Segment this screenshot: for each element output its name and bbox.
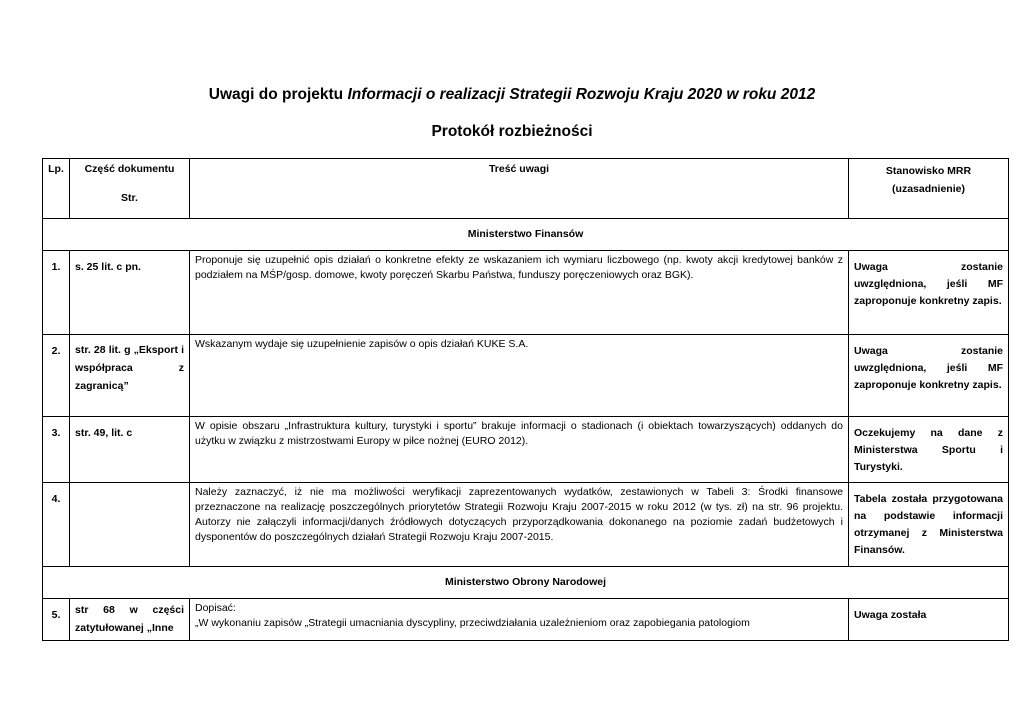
row-position: Uwaga zostanie uwzględniona, jeśli MF zaproponuje konkretny zapis. (849, 335, 1009, 417)
table-row (43, 599, 1009, 641)
header-position (849, 159, 1009, 219)
row-text-line2: „W wykonaniu zapisów „Strategii umacniania dyscypliny, przeciwdziałania uzależnieniom oraz zapobiegania patologiom (195, 617, 750, 629)
row-lp: 3. (43, 417, 70, 483)
row-part: str. 28 lit. g „Eksport i współpraca z zagranicą” (70, 335, 190, 417)
remarks-table (42, 158, 1009, 641)
title-prefix: Uwagi do projektu (208, 86, 348, 103)
row-part (70, 483, 190, 567)
document-title (0, 86, 1024, 104)
header-part (70, 159, 190, 219)
document-subtitle: Protokół rozbieżności (431, 123, 593, 140)
header-pos-line2: (uzasadnienie) (892, 183, 965, 195)
section-row (43, 219, 1009, 251)
row-part: str. 49, lit. c (70, 417, 190, 483)
header-part-line2: Str. (121, 192, 138, 204)
row-lp: 5. (43, 599, 70, 641)
row-position: Tabela została przygotowana na podstawie informacji otrzymanej z Ministerstwa Finansów. (849, 483, 1009, 567)
table-header-row (43, 159, 1009, 219)
row-text: W opisie obszaru „Infrastruktura kultury, turystyki i sportu” brakuje informacji o stadionach (i obiektach towarzyszących) oddanych do użytku w związku z mistrzostwami Europy w piłce nożnej (EURO 2012). (190, 417, 849, 483)
row-position: Uwaga zostanie uwzględniona, jeśli MF zaproponuje konkretny zapis. (849, 251, 1009, 335)
row-lp: 2. (43, 335, 70, 417)
row-part: str 68 w części zatytułowanej „Inne (70, 599, 190, 641)
header-pos-line1: Stanowisko MRR (885, 165, 972, 177)
row-text (190, 599, 849, 641)
row-text: Należy zaznaczyć, iż nie ma możliwości weryfikacji zaprezentowanych wydatków, zestawionych w Tabeli 3: Środki finansowe przeznaczone na realizację poszczególnych priorytetów Strategii Rozwoju Kraju 2007-2015 w roku 2012 (w tys. zł) na str. 96 projektu. Autorzy nie załączyli informacji/danych źródłowych dotyczących przyporządkowania dokonanego na poziomie zadań budżetowych i dysponentów do poszczególnych działań Strategii Rozwoju Kraju 2007-2015. (190, 483, 849, 567)
header-lp: Lp. (43, 159, 70, 219)
row-lp: 1. (43, 251, 70, 335)
table-row (43, 251, 1009, 335)
section-ministerstwo-obrony-narodowej: Ministerstwo Obrony Narodowej (43, 567, 1009, 599)
title-italic: Informacji o realizacji Strategii Rozwoju Kraju 2020 w roku 2012 (347, 86, 816, 103)
header-part-line1: Część dokumentu (84, 163, 175, 175)
row-part: s. 25 lit. c pn. (70, 251, 190, 335)
row-lp: 4. (43, 483, 70, 567)
table-row (43, 483, 1009, 567)
table-row (43, 417, 1009, 483)
row-text: Wskazanym wydaje się uzupełnienie zapisów o opis działań KUKE S.A. (190, 335, 849, 417)
section-row (43, 567, 1009, 599)
row-position: Uwaga została (849, 599, 1009, 641)
section-ministerstwo-finansow: Ministerstwo Finansów (43, 219, 1009, 251)
table-row (43, 335, 1009, 417)
row-text: Proponuje się uzupełnić opis działań o konkretne efekty ze wskazaniem ich wymiaru liczbowego (np. kwoty akcji kredytowej banków z podziałem na MŚP/gosp. domowe, kwoty poręczeń Skarbu Państwa, funduszy poręczeniowych oraz BGK). (190, 251, 849, 335)
row-position: Oczekujemy na dane z Ministerstwa Sportu i Turystyki. (849, 417, 1009, 483)
row-text-line1: Dopisać: (195, 602, 236, 614)
header-text: Treść uwagi (190, 159, 849, 219)
